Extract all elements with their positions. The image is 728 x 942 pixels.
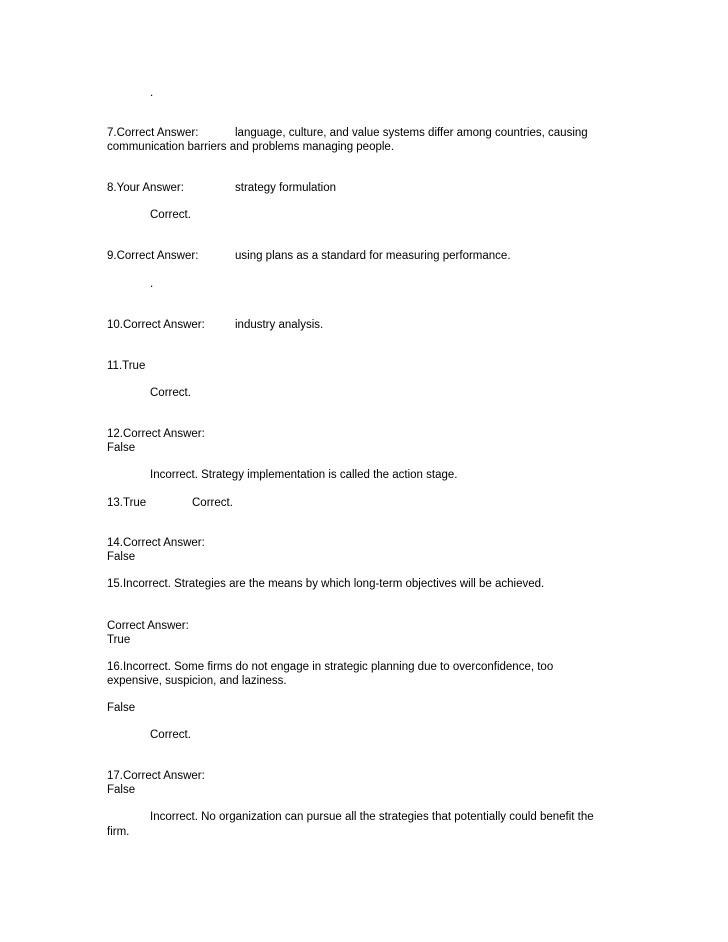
q15-label: Correct Answer: bbox=[107, 620, 189, 632]
q14-label: 14.Correct Answer: bbox=[107, 537, 205, 549]
q10-label: 10.Correct Answer: bbox=[107, 319, 205, 331]
q17-feedback: Incorrect. No organization can pursue all the strategies that potentially could benefit the bbox=[150, 811, 594, 823]
q8-answer: strategy formulation bbox=[235, 182, 336, 194]
q7-label: 7.Correct Answer: bbox=[107, 127, 199, 139]
q13-label: 13.True bbox=[107, 497, 147, 509]
q11-label: 11.True bbox=[107, 360, 146, 372]
q12-label: 12.Correct Answer: bbox=[107, 428, 205, 440]
q17-feedback-continued: firm. bbox=[107, 826, 130, 838]
q16-statement: 16.Incorrect. Some firms do not engage in strategic planning due to overconfidence, too bbox=[107, 661, 554, 673]
q10-answer: industry analysis. bbox=[235, 319, 324, 331]
q9-label: 9.Correct Answer: bbox=[107, 250, 199, 262]
q8-feedback: Correct. bbox=[150, 209, 191, 221]
q17-label: 17.Correct Answer: bbox=[107, 770, 205, 782]
q7-answer: language, culture, and value systems differ among countries, causing bbox=[235, 127, 588, 139]
dot-marker: . bbox=[150, 87, 154, 99]
q15-answer: True bbox=[107, 634, 131, 646]
q17-answer: False bbox=[107, 784, 136, 796]
q13-feedback: Correct. bbox=[192, 497, 233, 509]
q16-statement-continued: expensive, suspicion, and laziness. bbox=[107, 675, 287, 687]
q16-answer: False bbox=[107, 702, 136, 714]
q14-answer: False bbox=[107, 551, 136, 563]
q9-answer: using plans as a standard for measuring performance. bbox=[235, 250, 511, 262]
q15-statement: 15.Incorrect. Strategies are the means by which long-term objectives will be achieved. bbox=[107, 578, 545, 590]
q16-feedback: Correct. bbox=[150, 729, 191, 741]
q8-label: 8.Your Answer: bbox=[107, 182, 184, 194]
dot-marker: . bbox=[150, 278, 154, 290]
q11-feedback: Correct. bbox=[150, 387, 191, 399]
q12-feedback: Incorrect. Strategy implementation is called the action stage. bbox=[150, 469, 458, 481]
q12-answer: False bbox=[107, 442, 136, 454]
q7-answer-continued: communication barriers and problems managing people. bbox=[107, 141, 395, 153]
